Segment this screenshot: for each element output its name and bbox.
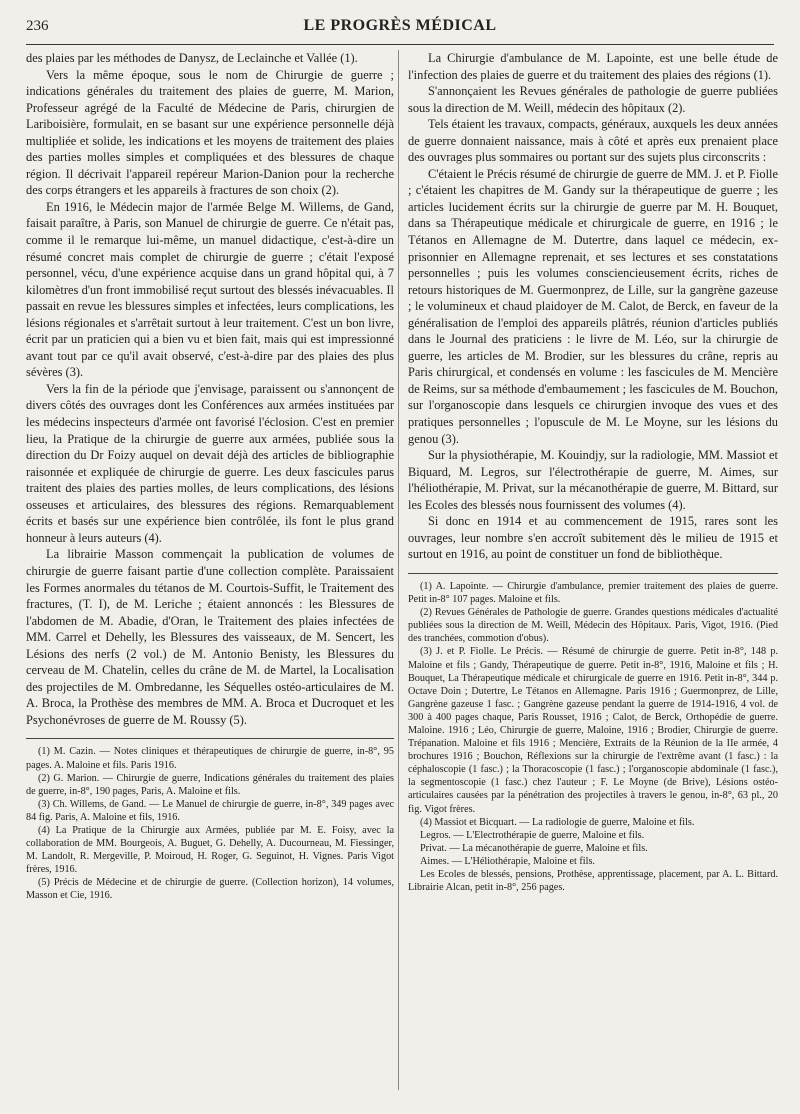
left-paragraph: Vers la fin de la période que j'envisage, paraissent ou s'annonçent de divers côtés des ouvrages dont les Conférences aux armées instituées par les médecins inspecteurs d'armée ont favorisé l'éclosion. C'est en premier lieu, la Pratique de la chirurgie de guerre aux armées, publiée sous la direction du Dr Foizy auquel on devait déjà des articles de bibliographie raisonnée et expliquée de chirurgie de guerre. Les deux fascicules parus traitent des plaies des parties molles, de leurs complications, des lésions osseuses et articulaires, des blessures des régions. Remarquablement écrits et basés sur une expérience bien contrôlée, ils font le plus grand honneur à leurs auteurs (4). (26, 381, 394, 545)
footnote: (1) M. Cazin. — Notes cliniques et thérapeutiques de chirurgie de guerre, in-8°, 95 pages. A. Maloine et fils. Paris 1916. (26, 746, 394, 771)
footnote: (4) La Pratique de la Chirurgie aux Armées, publiée par M. E. Foisy, avec la collaboration de MM. Bourgeois, A. Buguet, G. Dehelly, A. Ducourneau, M. Fiessinger, M. Landolt, R. Mergeville, P. Moiroud, H. Roger, G. Seguinot, H. Vignes. Paris Vigot frères, 1916. (26, 824, 394, 876)
right-footnotes (408, 580, 778, 894)
footnote: (2) Revues Générales de Pathologie de guerre. Grandes questions médicales d'actualité publiées sous la direction de M. Weill, Médecin des Hôpitaux. Paris, Vigot, 1916. (Pied des tranchées, commotion d'obus). (408, 607, 778, 645)
right-paragraph: La Chirurgie d'ambulance de M. Lapointe, est une belle étude de l'infection des plaies de guerre et du traitement des plaies des régions (1). (408, 51, 778, 82)
page-header (26, 16, 774, 45)
left-paragraph: Vers la même époque, sous le nom de Chirurgie de guerre ; indications générales du traitement des plaies de guerre, M. Marion, Professeur agrégé de la Faculté de Médecine de Paris, chirurgien de Lariboisière, formulait, en se basant sur une expérience personnelle déjà multipliée et solide, les indications et les moyens de traitement des plaies des parties molles simples et compliquées et des blessures de chaque région. Il décrivait l'appareil repéreur Marion-Danion pour la recherche des corps étrangers et les appareils à fractures de son choix (2). (26, 67, 394, 198)
footnote: Privat. — La mécanothérapie de guerre, Maloine et fils. (420, 842, 648, 854)
footnote: (3) J. et P. Fiolle. Le Précis. — Résumé de chirurgie de guerre. Petit in-8°, 148 p. Maloine et fils ; Gandy, Thérapeutique de guerre. Petit in-8°, 1916, Maloine et fils ; H. Bouquet, La Thérapeutique médicale et chirurgicale de guerre en 1916. Petit in-8°, 344 p. Octave Doin ; Dutertre, Le Tétanos en Allemagne. Paris 1916 ; Guermonprez, de Lille, Gangrène gazeuse 1 fasc. ; Gangrène gazeuse pendant la guerre de 1914-1916, 4 vol. de 300 à 400 pages chaque, Paris Rousset, 1916 ; Calot, de Berck, Orthopédie de guerre. Maloine. 1916 ; Léo, Chirurgie de guerre, Maloine, 1916 ; Brodier, Chirurgie de guerre. Trépanation. Maloine et fils 1916 ; Mencière, Extraits de la Réunion de la IIe armée, 4 brochures 1916 ; Bouchon, Réflexions sur la chirurgie de l'extrême avant (1 fasc.) : la céphaloscopie (1 fasc.) ; la Thoracoscopie (1 fasc.) ; l'organoscopie abdominale (1 fasc.), la segmentoscopie (1 fasc.) chez l'auteur ; F. Le Moyne (de Brive), Lésions ostéo-articulaires causées par la pénétration des projectiles à travers le genou, in-8°, 63 pl., 20 fig. Vigot frères. (408, 646, 778, 815)
footnote-rule (26, 738, 394, 739)
footnote: (4) Massiot et Bicquart. — La radiologie de guerre, Maloine et fils. (420, 816, 695, 828)
right-paragraph: C'étaient le Précis résumé de chirurgie de guerre de MM. J. et P. Fiolle ; c'étaient les chapitres de M. Gandy sur la thérapeutique de guerre ; les articles lucidement écrits sur la chirurgie de guerre par M. H. Bouquet, dans sa Thérapeutique médicale et chirurgicale de guerre, en 1916 ; le Tétanos en Allemagne de M. Dutertre, dans laquel ce médecin, ex-prisonnier en Allemagne reprenait, et ses lectures et ses constatations personnelles ; puis les volumes consciencieusement écrits, riches de retours historiques de M. Guermonprez, de Lille, sur la gangrène gazeuse ; le volumineux et chaud plaidoyer de M. Calot, de Berck, en faveur de la généralisation de l'emploi des appareils plâtrés, réunion d'articles publiés dans le Journal des praticiens : le livre de M. Léo, sur la chirurgie de guerre, les articles de M. Brodier, sur les blessures du crâne, repris au Paris chirurgical, et condensés en volume : les fascicules de M. Mencière de Reims, sur sa méthode d'embaumement ; les fascicules de M. Bouchon, sur l'organoscopie dans lesquels ce chirurgien invoque des vues et des pratiques personnelles ; l'opuscule de M. Le Moyne, sur les lésions du genou (3). (408, 166, 778, 446)
left-paragraph: En 1916, le Médecin major de l'armée Belge M. Willems, de Gand, faisait paraître, à Paris, son Manuel de chirurgie de guerre. Ce n'était pas, comme il le remarque lui-même, un manuel didactique, c'est-à-dire un résumé concret mais complet de chirurgie de guerre ; c'était l'exposé personnel, vécu, d'une expérience acquise dans un grand hôpital qui, à 7 kilomètres d'un front immobilisé reçut surtout des blessés inévacuables. Il passait en revue les blessures simples et infectées, leurs complications, les lésions régionales et s'arrêtait surtout à leur traitement. C'est un bon livre, écrit par un praticien qui a bien vu et bien fait, mais qui est impressionné avant tout par ce qu'il avait observé, c'est-à-dire par des plaies des plus sévères (3). (26, 199, 394, 380)
footnote: (1) A. Lapointe. — Chirurgie d'ambulance, premier traitement des plaies de guerre. Petit in-8° 107 pages. Maloine et fils. (408, 580, 778, 606)
right-paragraph: Sur la physiothérapie, M. Kouindjy, sur la radiologie, MM. Massiot et Biquard, M. Legros, sur l'électrothérapie de guerre, M. Aimes, sur l'héliothérapie, M. Privat, sur la mécanothérapie de guerre, M. Bittard, sur les Ecoles des blessés nous fournissent des volumes (4). (408, 448, 778, 512)
footnote: (5) Précis de Médecine et de chirurgie de guerre. (Collection horizon), 14 volumes, Masson et Cie, 1916. (26, 877, 394, 902)
footnote: Aimes. — L'Héliothérapie, Maloine et fils. (420, 855, 595, 867)
footnote-rule (408, 573, 778, 574)
footnote: (3) Ch. Willems, de Gand. — Le Manuel de chirurgie de guerre, in-8°, 349 pages avec 84 fig. Paris, A. Maloine et fils, 1916. (26, 798, 394, 823)
footnote: Les Ecoles de blessés, pensions, Prothèse, apprentissage, placement, par A. L. Bittard. Librairie Alcan, petit in-8°, 256 pages. (408, 869, 778, 894)
right-paragraph: S'annonçaient les Revues générales de pathologie de guerre publiées sous la direction de M. Weill, médecin des hôpitaux (2). (408, 84, 778, 115)
right-column (408, 50, 778, 894)
left-paragraph: La librairie Masson commençait la publication de volumes de chirurgie de guerre faisant partie d'une collection complète. Paraissaient les Formes anormales du tétanos de M. Courtois-Suffit, le Traitement des fractures, (T. I), de M. Leriche ; étaient annoncés : les Blessures de l'abdomen de M. Abadie, d'Oran, le Traitement des plaies infectées de MM. Carrel et Dehelly, les Blessures des vaisseaux, de M. Sencert, les Lésions des nerfs (2 vol.) de M. Antonio Benisty, les Blessures du cerveau de M. Chatelin, celles du crâne de M. de Martel, la Localisation des projectiles de M. Ombredanne, les Séquelles ostéo-articulaires de M. A. Broca, la Prothèse des membres de MM. A. Broca et Ducroquet et les Psychonévroses de guerre de M. Roussy (5). (26, 547, 394, 727)
right-paragraph: Tels étaient les travaux, compacts, généraux, auxquels les deux années de guerre donnaient naissance, mais à côté et après eux prenaient place des ouvrages plus sommaires ou portant sur des sujets plus circonscrits : (408, 117, 778, 165)
left-paragraph: des plaies par les méthodes de Danysz, de Leclainche et Vallée (1). (26, 51, 358, 65)
left-footnotes (26, 745, 394, 902)
right-paragraph: Si donc en 1914 et au commencement de 1915, rares sont les ouvrages, leur nombre s'en accroît subitement dès le milieu de 1915 et surtout en 1916, au point de constituer un fond de bibliothèque. (408, 514, 778, 562)
running-title: LE PROGRÈS MÉDICAL (303, 17, 497, 34)
footnote: (2) G. Marion. — Chirurgie de guerre, Indications générales du traitement des plaies de guerre, in-8°, 190 pages, Paris, A. Maloine et fils. (26, 772, 394, 797)
page-number: 236 (26, 18, 49, 34)
column-divider (398, 50, 399, 1090)
left-column (26, 50, 394, 903)
footnote: Legros. — L'Electrothérapie de guerre, Maloine et fils. (420, 829, 645, 841)
